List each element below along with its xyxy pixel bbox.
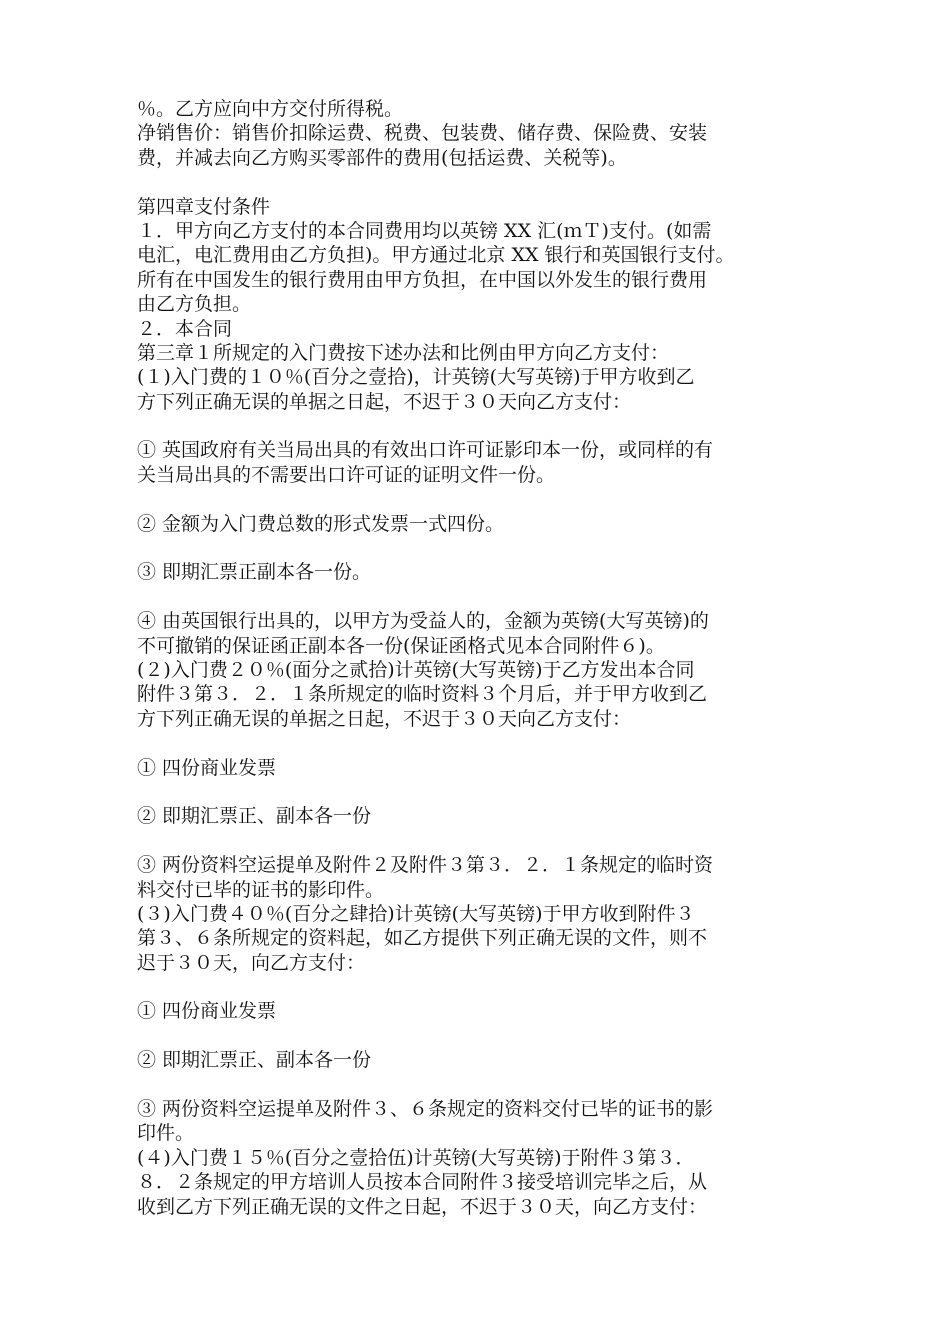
text-line: 电汇，电汇费用由乙方负担)。甲方通过北京 XX 银行和英国银行支付。	[137, 244, 735, 267]
text-line: 净销售价：销售价扣除运费、税费、包装费、储存费、保险费、安装	[137, 122, 708, 145]
blank-line	[137, 414, 827, 438]
text-line: ％。乙方应向中方交付所得税。	[137, 98, 404, 120]
text-line: (２)入门费２０％(面分之贰拾)计英镑(大写英镑)于乙方发出本合同	[137, 658, 695, 681]
text-line: 由乙方负担。	[137, 293, 252, 316]
blank-line	[137, 487, 827, 511]
text-line: 方下列正确无误的单据之日起，不迟于３０天向乙方支付：	[137, 390, 632, 413]
text-line: ① 四份商业发票	[137, 756, 277, 779]
blank-line	[137, 975, 827, 999]
text-line: 附件３第３．２．１条所规定的临时资料３个月后，并于甲方收到乙	[137, 683, 708, 706]
text-line: 第四章支付条件	[137, 195, 271, 218]
text-line: ② 即期汇票正、副本各一份	[137, 805, 372, 828]
text-line: 关当局出具的不需要出口许可证的证明文件一份。	[137, 463, 556, 486]
text-line: (３)入门费４０％(百分之肆拾)计英镑(大写英镑)于甲方收到附件３	[137, 902, 695, 925]
blank-line	[137, 731, 827, 755]
blank-line	[137, 1024, 827, 1048]
text-line: 所有在中国发生的银行费用由甲方负担，在中国以外发生的银行费用	[137, 268, 708, 291]
text-line: 方下列正确无误的单据之日起，不迟于３０天向乙方支付：	[137, 707, 632, 730]
text-line: ① 英国政府有关当局出具的有效出口许可证影印本一份，或同样的有	[137, 439, 714, 462]
text-line: 费，并减去向乙方购买零部件的费用(包括运费、关税等)。	[137, 146, 627, 169]
text-line: ③ 两份资料空运提单及附件３、６条规定的资料交付已毕的证书的影	[137, 1098, 714, 1121]
text-line: 第三章１所规定的入门费按下述办法和比例由甲方向乙方支付：	[137, 341, 670, 364]
text-line: ２．本合同	[137, 317, 233, 340]
text-line: 印件。	[137, 1122, 195, 1145]
blank-line	[137, 829, 827, 853]
text-line: ② 即期汇票正、副本各一份	[137, 1049, 372, 1072]
text-line: ④ 由英国银行出具的，以甲方为受益人的，金额为英镑(大写英镑)的	[137, 610, 709, 633]
text-line: １．甲方向乙方支付的本合同费用均以英镑 XX 汇(ｍＴ)支付。(如需	[137, 219, 712, 242]
blank-line	[137, 170, 827, 194]
text-line: 料交付已毕的证书的影印件。	[137, 878, 385, 901]
text-line: 第３、６条所规定的资料起，如乙方提供下列正确无误的文件，则不	[137, 927, 708, 950]
text-line: (１)入门费的１０％(百分之壹拾)，计英镑(大写英镑)于甲方收到乙	[137, 366, 695, 389]
text-line: 不可撤销的保证函正副本各一份(保证函格式见本合同附件６)。	[137, 634, 665, 657]
blank-line	[137, 536, 827, 560]
text-line: ③ 即期汇票正副本各一份。	[137, 561, 372, 584]
document-body	[137, 97, 827, 1219]
blank-line	[137, 780, 827, 804]
text-line: ８．２条规定的甲方培训人员按本合同附件３接受培训完毕之后，从	[137, 1171, 708, 1194]
blank-line	[137, 585, 827, 609]
text-line: ② 金额为入门费总数的形式发票一式四份。	[137, 512, 505, 535]
blank-line	[137, 1073, 827, 1097]
text-line: 迟于３０天，向乙方支付：	[137, 951, 366, 974]
text-line: ① 四份商业发票	[137, 1000, 277, 1023]
text-line: 收到乙方下列正确无误的文件之日起，不迟于３０天，向乙方支付：	[137, 1195, 708, 1218]
text-line: ③ 两份资料空运提单及附件２及附件３第３．２．１条规定的临时资	[137, 854, 714, 877]
text-line: (４)入门费１５％(百分之壹拾伍)计英镑(大写英镑)于附件３第３．	[137, 1146, 695, 1169]
